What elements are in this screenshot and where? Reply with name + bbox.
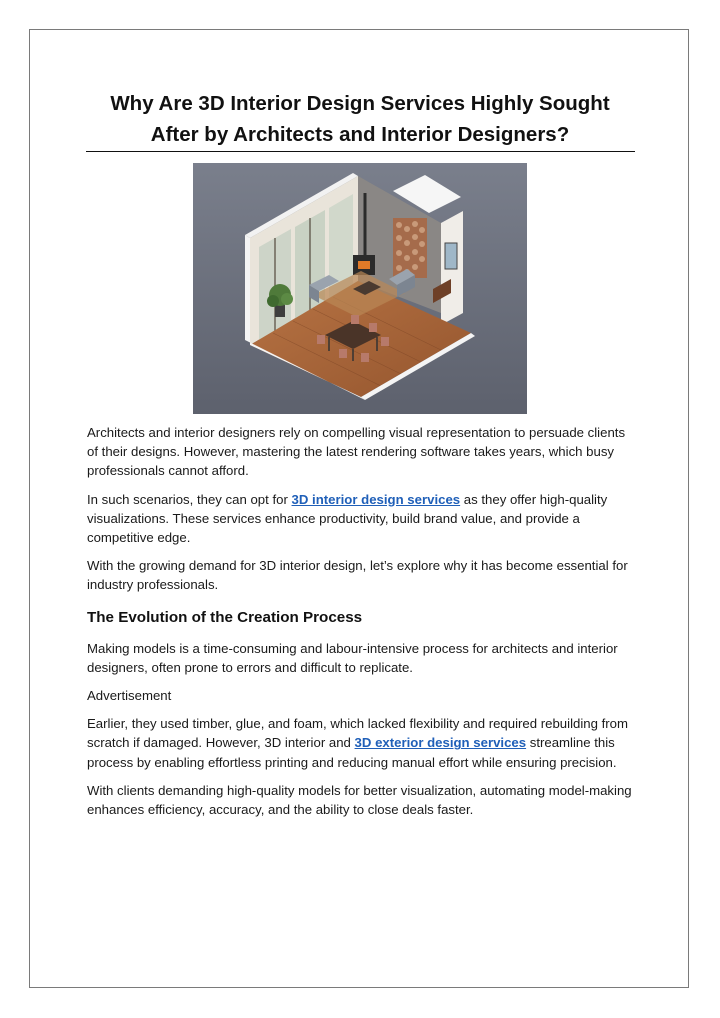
services-text-after: as they offer high-quality visualizations. These services enhance productivity, build brand value, and provide a competitive edge. [87,491,608,546]
materials-text-after: streamline this process by enabling effortless printing and reducing manual effort while ensuring precision. [87,735,617,770]
exterior-design-services-link[interactable]: 3D exterior design services [354,735,527,751]
materials-paragraph [87,714,635,772]
services-text-before: In such scenarios, they can opt for [87,491,292,507]
materials-text-before: Earlier, they used timber, glue, and foam, which lacked flexibility and required rebuilding from scratch if damaged. However, 3D interior and [87,716,628,751]
title-underline [86,151,635,152]
models-paragraph: Making models is a time-consuming and labour-intensive process for architects and interior designers, often prone to errors and difficult to replicate. [87,640,618,675]
intro-paragraph: Architects and interior designers rely on compelling visual representation to persuade clients of their designs. However, mastering the latest rendering software takes years, which busy professionals cannot afford. [87,425,626,479]
advertisement-label: Advertisement [87,688,172,704]
services-paragraph [87,490,635,548]
hero-image [193,163,527,414]
automation-paragraph: With clients demanding high-quality models for better visualization, automating model-making enhances efficiency, accuracy, and the ability to close deals faster. [87,782,632,818]
article-body [87,423,635,828]
demand-paragraph: With the growing demand for 3D interior design, let’s explore why it has become essential for industry professionals. [87,558,628,593]
section-heading: The Evolution of the Creation Process [87,608,363,626]
interior-design-services-link[interactable]: 3D interior design services [291,491,461,507]
page-title: Why Are 3D Interior Design Services Highly Sought After by Architects and Interior Designers? [110,92,610,146]
